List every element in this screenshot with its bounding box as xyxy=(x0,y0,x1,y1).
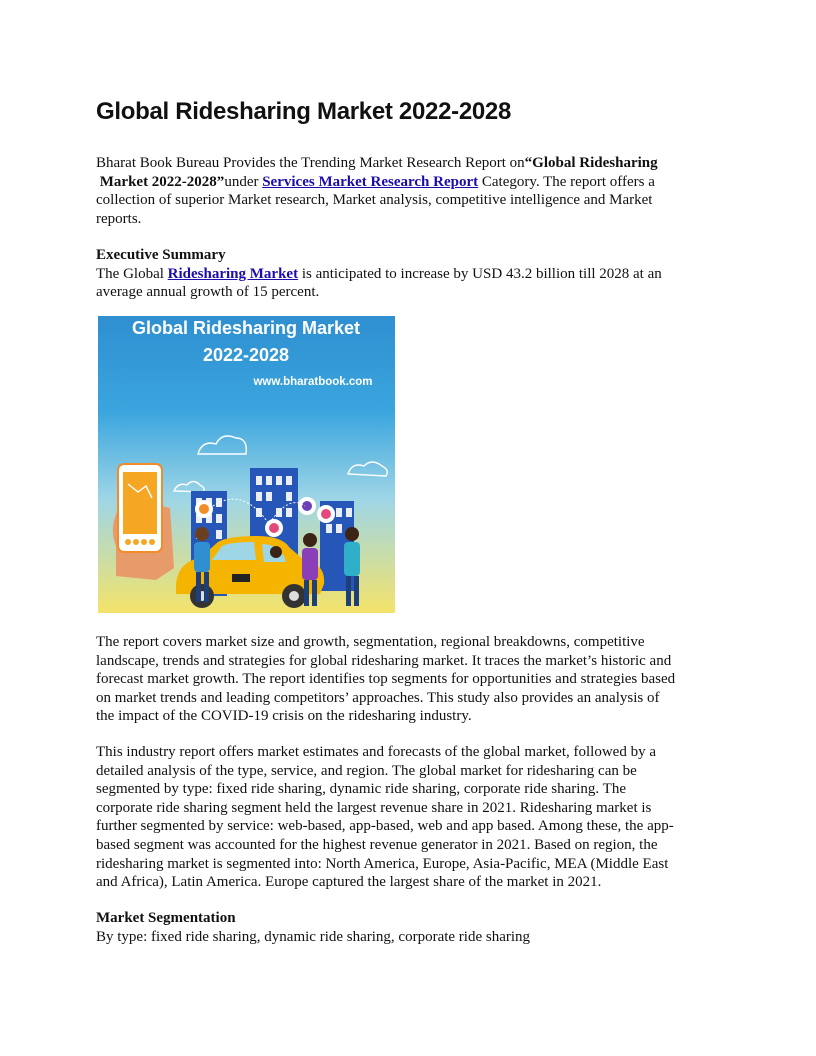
ridesharing-market-link[interactable]: Ridesharing Market xyxy=(167,265,299,282)
para2-line: on market trends and leading competitors’ approaches. This study also provides an analysis of xyxy=(96,689,660,706)
intro-under: under xyxy=(224,173,263,190)
para3-line: segmented by type: fixed ride sharing, dynamic ride sharing, corporate ride sharing. The xyxy=(96,781,626,798)
page-title: Global Ridesharing Market 2022-2028 xyxy=(96,98,512,125)
services-report-link[interactable]: Services Market Research Report xyxy=(262,173,479,190)
intro-line3: collection of superior Market research, Market analysis, competitive intelligence and Market xyxy=(96,192,653,209)
banner-title-line1: Global Ridesharing Market xyxy=(131,318,361,338)
para3-line: ridesharing market is segmented into: North America, Europe, Asia-Pacific, MEA (Middle East xyxy=(96,855,669,872)
para2-line: landscape, trends and strategies for global ridesharing market. It traces the market’s historic and xyxy=(96,652,672,669)
para3-line: This industry report offers market estimates and forecasts of the global market, followed by a xyxy=(96,744,656,760)
exec-line2: average annual growth of 15 percent. xyxy=(96,284,320,301)
segmentation-heading: Market Segmentation xyxy=(96,910,236,926)
para3-line: and Africa), Latin America. Europe captured the largest share of the market in 2021. xyxy=(96,874,602,891)
intro-rest: Category. The report offers a xyxy=(478,173,655,190)
para3-line: further segmented by service: web-based, app-based, web and app based. Among these, the app- xyxy=(96,818,674,835)
para3-line: detailed analysis of the type, service, and region. The global market for ridesharing can be xyxy=(96,762,637,779)
intro-line4: reports. xyxy=(96,210,142,227)
executive-summary-heading: Executive Summary xyxy=(96,247,226,263)
industry-report-paragraph xyxy=(96,743,720,892)
banner-url: www.bharatbook.com xyxy=(253,376,373,388)
exec-post: is anticipated to increase by USD 43.2 billion till 2028 at an xyxy=(298,265,662,282)
report-name-1: “Global Ridesharing xyxy=(524,155,658,171)
para3-line: based segment was accounted for the highest revenue generator in 2021. Based on region, the xyxy=(96,836,658,853)
banner-title-line2: 2022-2028 xyxy=(202,345,290,365)
intro-paragraph xyxy=(96,154,720,228)
para2-line: the impact of the COVID-19 crisis on the ridesharing industry. xyxy=(96,708,472,725)
exec-pre: The Global xyxy=(96,265,168,282)
segmentation-line: By type: fixed ride sharing, dynamic ride sharing, corporate ride sharing xyxy=(96,928,531,945)
market-banner-image xyxy=(98,316,395,613)
intro-prefix: Bharat Book Bureau Provides the Trending Market Research Report on xyxy=(96,155,525,171)
report-name-2: Market 2022-2028” xyxy=(99,173,225,190)
report-coverage-paragraph xyxy=(96,633,720,726)
para2-line: The report covers market size and growth, segmentation, regional breakdowns, competitive xyxy=(96,634,645,650)
executive-summary xyxy=(96,246,720,302)
market-segmentation xyxy=(96,909,720,946)
para3-line: corporate ride sharing segment held the largest revenue share in 2021. Ridesharing market is xyxy=(96,799,652,816)
para2-line: forecast market growth. The report identifies top segments for opportunities and strategies based xyxy=(96,671,676,688)
